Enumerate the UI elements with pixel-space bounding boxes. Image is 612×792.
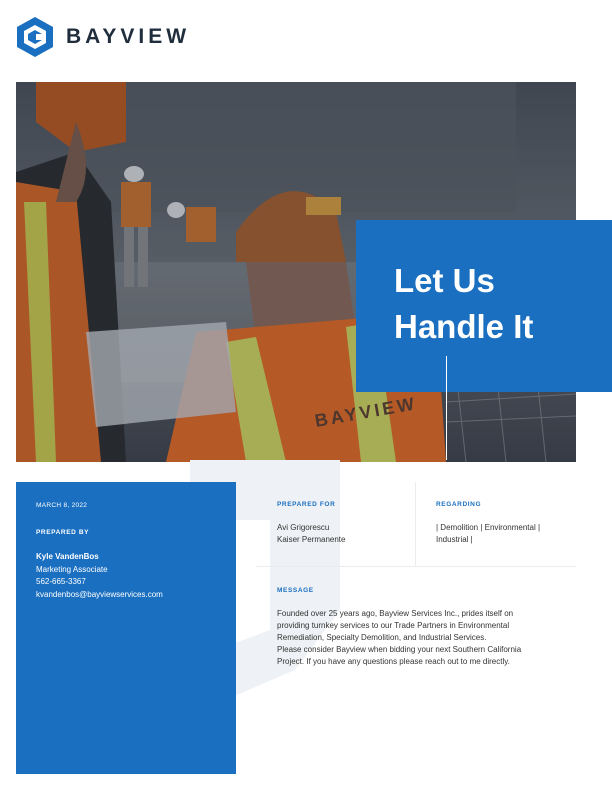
prepared-for-block (277, 522, 345, 546)
message-body (277, 608, 557, 668)
contact-sidebar (16, 482, 236, 774)
regarding-line-2: Industrial | (436, 535, 473, 544)
message-line: Founded over 25 years ago, Bayview Services Inc., prides itself on (277, 609, 514, 618)
message-line: Please consider Bayview when bidding your next Southern California (277, 645, 522, 654)
prepared-by-label: PREPARED BY (36, 529, 90, 536)
headline-line-1: Let Us (394, 262, 495, 299)
section-divider (256, 566, 576, 567)
message-label: MESSAGE (277, 587, 314, 594)
vest-logo-text: BAYVIEW (313, 393, 419, 431)
accent-divider (446, 356, 447, 460)
bayview-logo (16, 16, 190, 58)
document-date: MARCH 8, 2022 (36, 502, 88, 509)
recipient-company: Kaiser Permanente (277, 535, 346, 544)
headline-line-2: Handle It (394, 308, 534, 345)
hexagon-logo-icon (16, 16, 54, 58)
message-line: providing turnkey services to our Trade Partners in Environmental (277, 621, 510, 630)
regarding-label: REGARDING (436, 501, 482, 508)
contact-info (36, 551, 163, 601)
contact-phone: 562-665-3367 (36, 577, 86, 586)
regarding-line-1: | Demolition | Environmental | (436, 523, 541, 532)
prepared-for-label: PREPARED FOR (277, 501, 336, 508)
column-divider (415, 482, 416, 566)
message-line: Project. If you have any questions please reach out to me directly. (277, 657, 510, 666)
contact-title: Marketing Associate (36, 564, 108, 574)
regarding-block (436, 522, 540, 546)
contact-email[interactable]: kvandenbos@bayviewservices.com (36, 589, 163, 599)
message-line: Remediation, Specialty Demolition, and Industrial Services. (277, 633, 487, 642)
brand-name: BAYVIEW (66, 25, 191, 48)
headline (394, 258, 594, 350)
headline-box (356, 220, 612, 392)
recipient-name: Avi Grigorescu (277, 523, 330, 532)
contact-name: Kyle VandenBos (36, 552, 99, 561)
